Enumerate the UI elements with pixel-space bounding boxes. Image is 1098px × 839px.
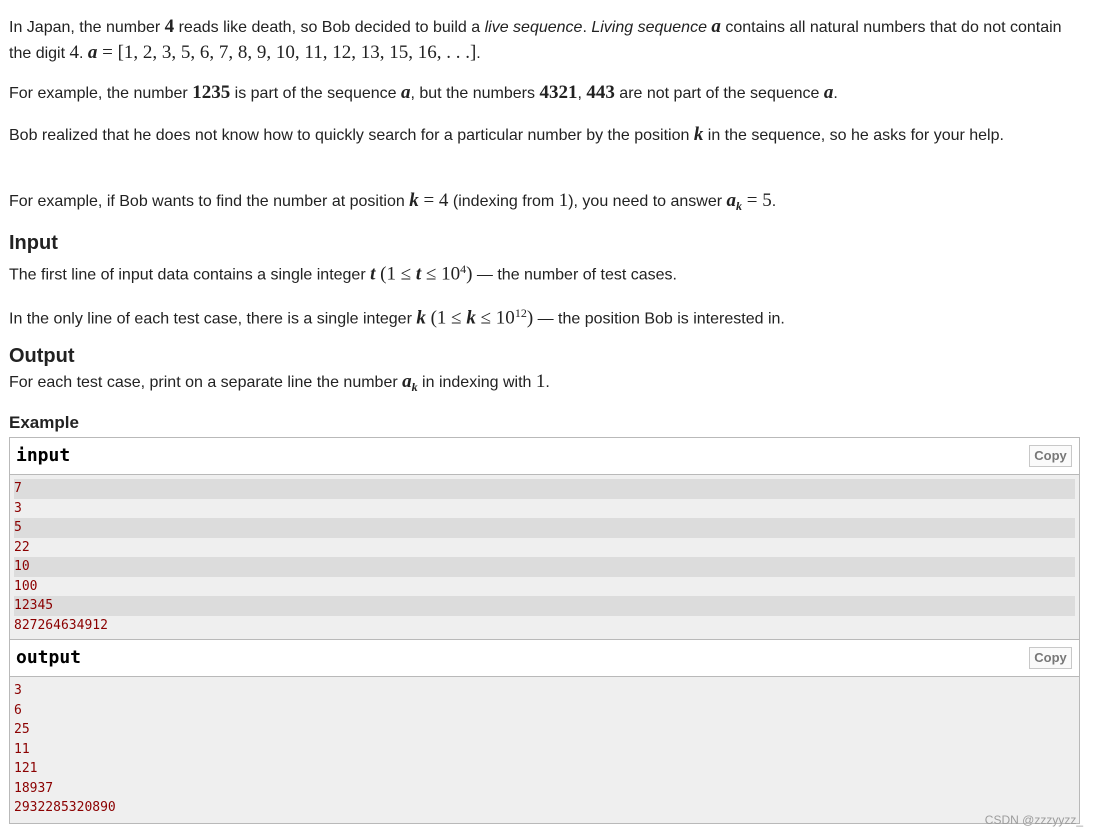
math-var: a	[823, 82, 834, 103]
example-output-box	[9, 639, 1080, 824]
input-paragraph-2	[9, 301, 1084, 331]
example-line: 12345	[14, 596, 1075, 616]
text: ,	[577, 85, 587, 102]
text: .	[771, 193, 777, 210]
math: (1 ≤	[375, 263, 416, 285]
math: ≤ 10	[475, 307, 515, 329]
math: 1	[535, 371, 546, 392]
example-output-header	[10, 640, 1079, 677]
example-line: 827264634912	[14, 617, 108, 633]
example-line: 22	[14, 539, 30, 555]
math: )	[526, 307, 534, 329]
text: are not part of the sequence	[614, 85, 824, 102]
text: .	[582, 19, 592, 36]
text: is part of the sequence	[230, 85, 401, 102]
example-line: 100	[14, 578, 38, 594]
copy-input-button[interactable]: Copy	[1029, 445, 1072, 467]
statement-paragraph-1	[9, 14, 1084, 66]
math-var: a	[87, 42, 98, 63]
math: 443	[586, 82, 615, 103]
math-var: t	[415, 263, 422, 285]
math-var: k	[409, 190, 419, 211]
example-input-lines	[10, 475, 1079, 637]
text: .	[78, 45, 88, 62]
text: For each test case, print on a separate line the number	[9, 374, 403, 391]
example-line: 3	[14, 683, 22, 698]
math-var: t	[370, 263, 376, 285]
example-title: Example	[9, 413, 79, 432]
math: = 4	[418, 190, 449, 211]
input-paragraph-1	[9, 257, 1084, 287]
example-input-title: input	[16, 445, 71, 466]
emphasis: Living sequence	[591, 19, 707, 36]
math-var: k	[416, 307, 426, 329]
math-subscript: k	[736, 199, 743, 214]
math-var: a	[402, 371, 412, 392]
text: .	[833, 85, 838, 102]
statement-paragraph-2	[9, 80, 1084, 106]
math: =	[97, 42, 118, 63]
text: For example, if Bob wants to find the number at position	[9, 193, 410, 210]
text: contains all natural numbers that do not contain the digit	[9, 19, 1062, 62]
text: in indexing with	[417, 374, 536, 391]
example-line: 25	[14, 722, 30, 737]
example-line: 11	[14, 741, 30, 757]
text: In the only line of each test case, there is a single integer	[9, 310, 417, 328]
watermark: CSDN @zzzyyzz_	[984, 813, 1083, 827]
math: 4321	[539, 82, 578, 103]
statement-paragraph-4	[9, 188, 1084, 219]
math: )	[466, 263, 473, 285]
math-exponent: 4	[460, 262, 467, 276]
text: (indexing from	[448, 193, 559, 210]
text: , but the numbers	[410, 85, 540, 102]
example-line: 5	[14, 518, 1075, 538]
text: In Japan, the number	[9, 19, 165, 36]
math: ≤ 10	[421, 263, 461, 285]
example-output-lines	[10, 677, 1079, 820]
example-line: 121	[14, 761, 38, 776]
example-input-box	[9, 437, 1080, 641]
math-var: k	[693, 124, 704, 145]
math: = 5	[742, 190, 772, 211]
math-var: k	[466, 307, 476, 329]
math: 1	[558, 190, 569, 211]
text: .	[476, 45, 481, 62]
example-line: 6	[14, 702, 22, 718]
example-line: 7	[14, 479, 1075, 499]
output-paragraph-1	[9, 369, 1084, 400]
text: Bob realized that he does not know how to quickly search for a particular number by the position	[9, 127, 694, 144]
math: (1 ≤	[425, 307, 467, 329]
math: 4	[69, 42, 79, 63]
statement-paragraph-3	[9, 122, 1084, 148]
math-var: a	[711, 16, 721, 37]
example-line: 3	[14, 500, 22, 516]
math: 1235	[192, 82, 231, 103]
text: reads like death, so Bob decided to build a	[174, 19, 485, 36]
copy-output-button[interactable]: Copy	[1029, 647, 1072, 669]
example-line: 2932285320890	[14, 800, 116, 815]
text: — the position Bob is interested in.	[533, 310, 785, 328]
sequence-math: [1, 2, 3, 5, 6, 7, 8, 9, 10, 11, 12, 13, 15, 16, . . .]	[117, 42, 477, 63]
example-input-header	[10, 438, 1079, 475]
text: ), you need to answer	[568, 193, 727, 210]
text: The first line of input data contains a single integer	[9, 266, 371, 284]
math-var: a	[400, 82, 411, 103]
math-var: a	[726, 190, 737, 211]
example-output-title: output	[16, 647, 82, 668]
text: For example, the number	[9, 85, 193, 102]
example-line: 18937	[14, 780, 54, 796]
text: — the number of test cases.	[472, 266, 677, 284]
input-heading: Input	[9, 232, 58, 254]
text: in the sequence, so he asks for your help.	[703, 127, 1004, 144]
text: .	[545, 374, 550, 391]
math-subscript: k	[411, 380, 418, 395]
math-exponent: 12	[514, 306, 527, 320]
math: 4	[164, 16, 175, 37]
output-heading: Output	[9, 345, 75, 367]
example-line: 10	[14, 557, 1075, 577]
emphasis: live sequence	[484, 19, 583, 36]
